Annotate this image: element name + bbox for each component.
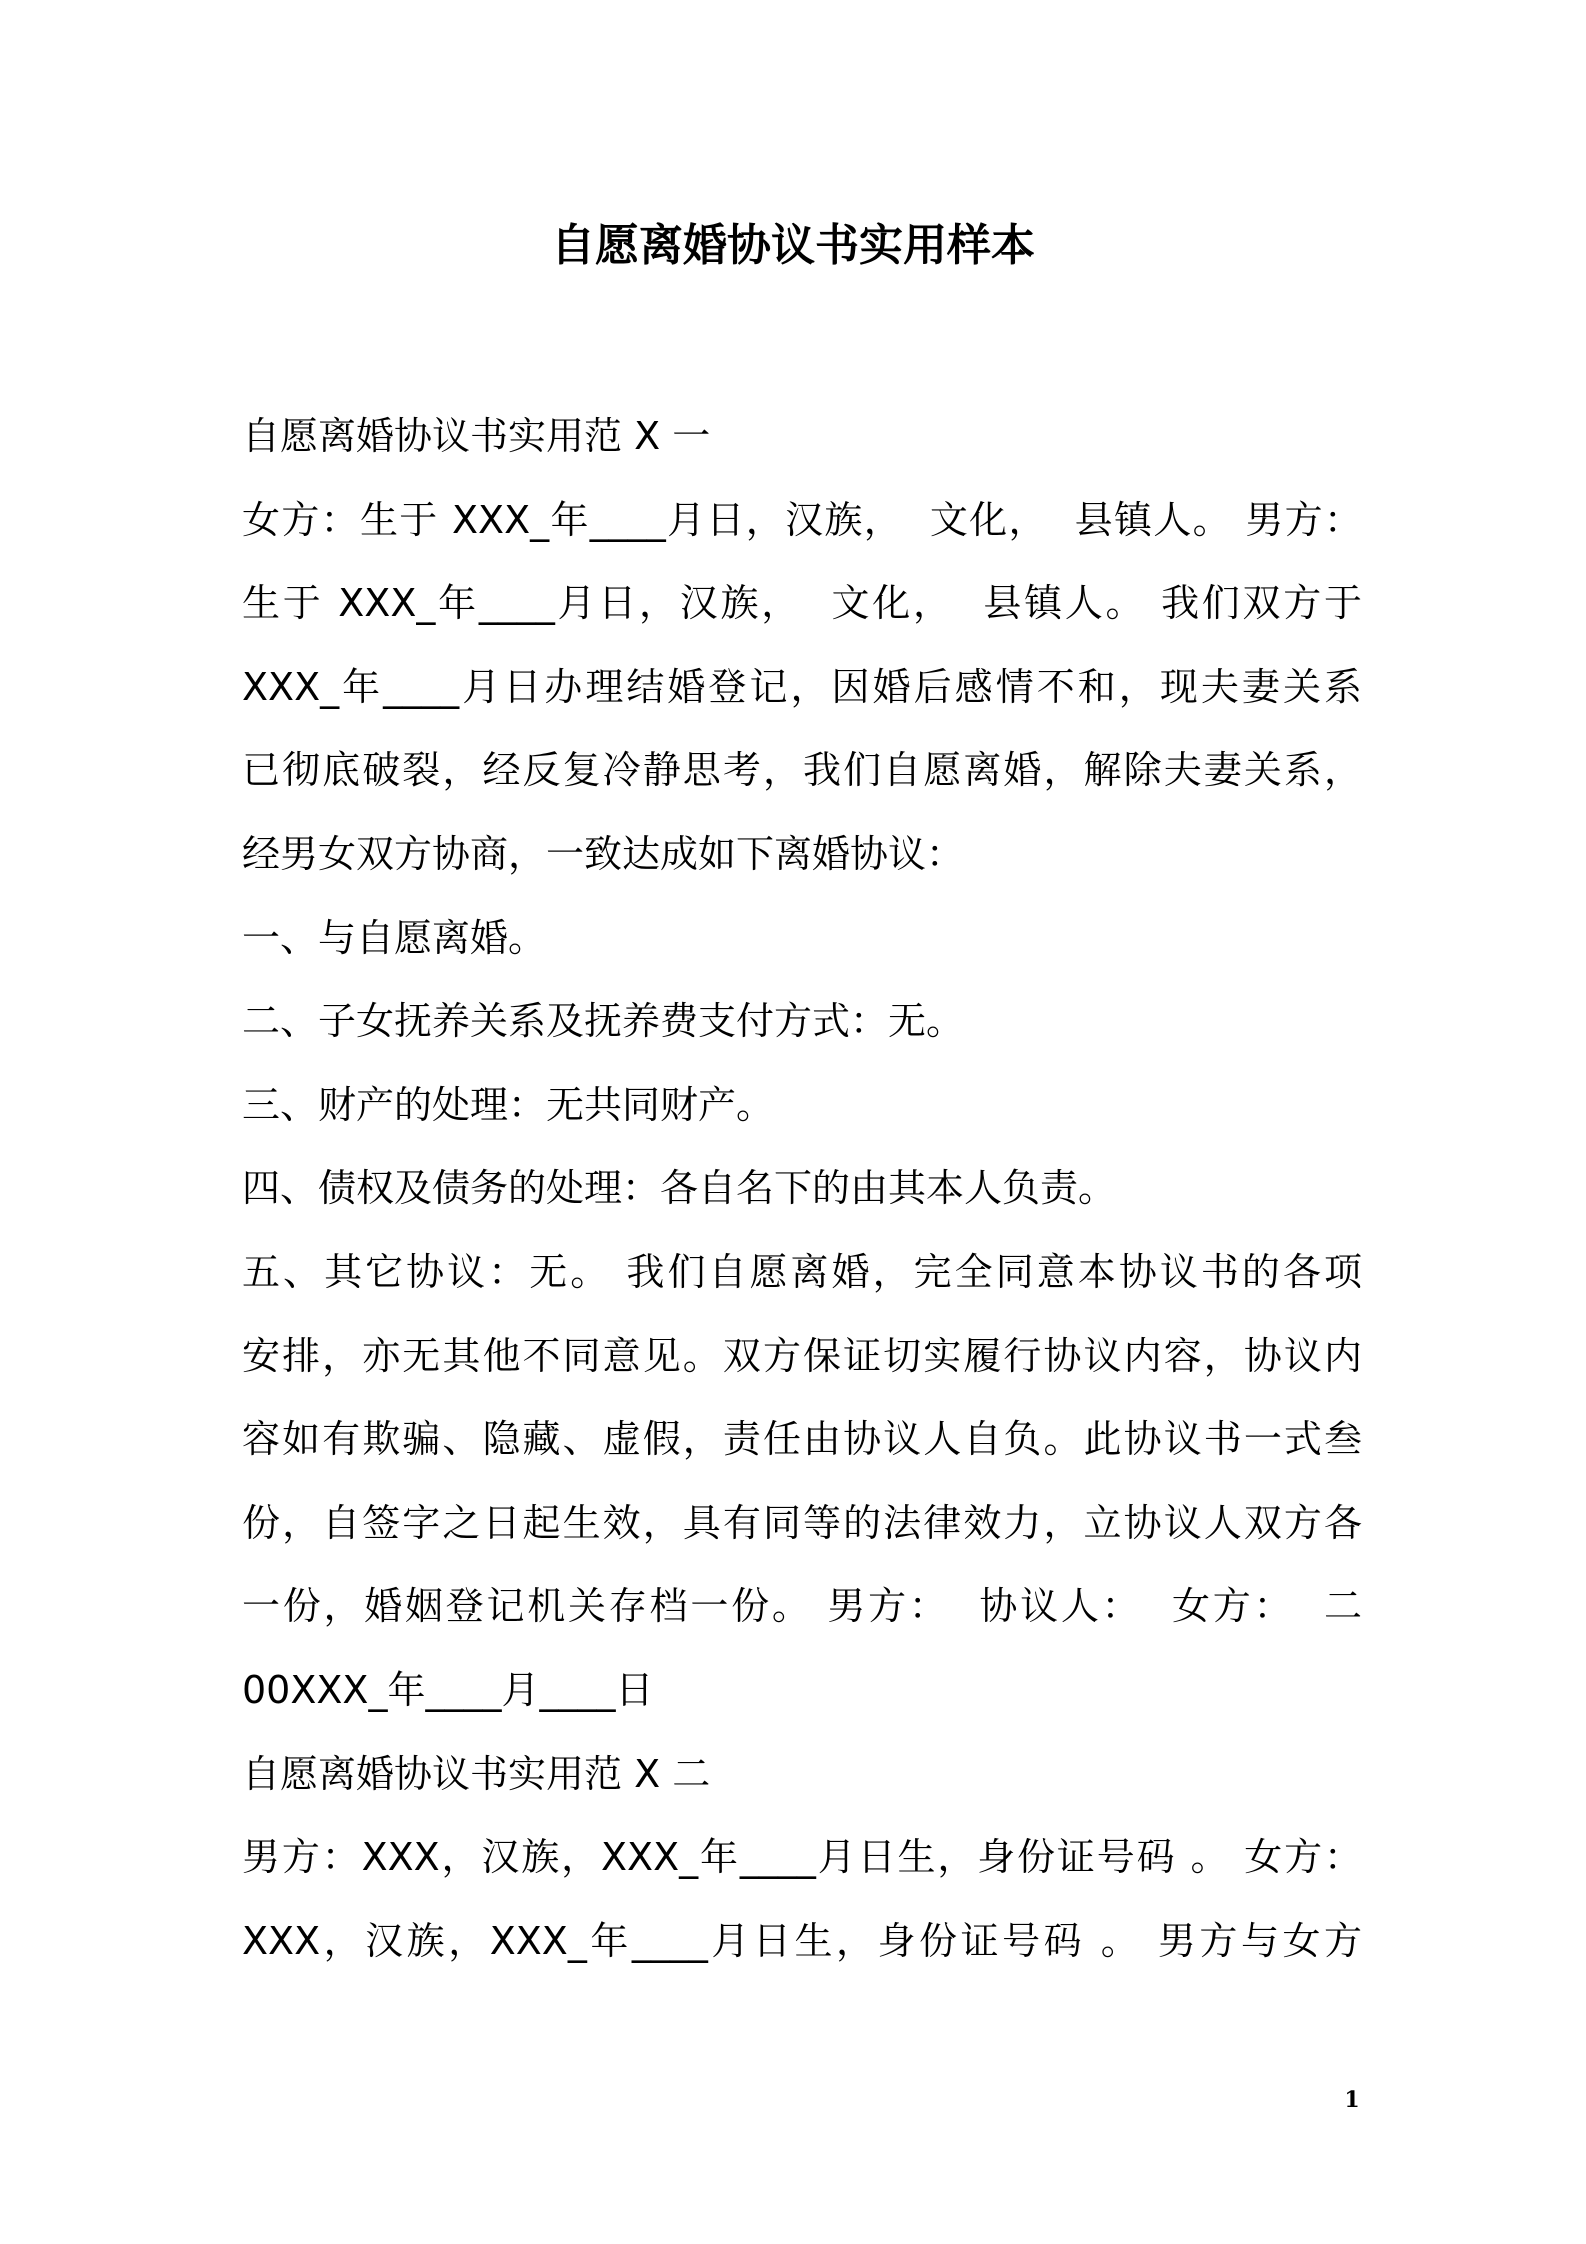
- paragraph-line: 份，自签字之日起生效，具有同等的法律效力，立协议人双方各: [242, 1500, 1362, 1545]
- paragraph-line: 容如有欺骗、隐藏、虚假，责任由协议人自负。此协议书一式叁: [242, 1417, 1362, 1462]
- document-body: [242, 395, 1362, 1983]
- clause-line: 三、财产的处理：无共同财产。: [242, 1082, 775, 1127]
- clause-line: 四、债权及债务的处理：各自名下的由其本人负责。: [242, 1166, 1117, 1211]
- paragraph-line: 男方：XXX，汉族，XXX_年____月日生，身份证号码 。 女方：: [242, 1835, 1362, 1880]
- section-heading-2: 自愿离婚协议书实用范 X 二: [242, 1751, 711, 1796]
- date-line: 00XXX_年____月____日: [242, 1667, 654, 1712]
- page-number: 1: [1344, 2087, 1360, 2113]
- clause-line: 二、子女抚养关系及抚养费支付方式：无。: [242, 999, 965, 1044]
- paragraph-line: 五、其它协议：无。 我们自愿离婚，完全同意本协议书的各项: [242, 1249, 1362, 1294]
- paragraph-line: 生于 XXX_年____月日，汉族， 文化， 县镇人。 我们双方于: [242, 581, 1362, 626]
- paragraph-line: 女方：生于 XXX_年____月日，汉族， 文化， 县镇人。 男方：: [242, 497, 1362, 542]
- clause-line: 一、与自愿离婚。: [242, 915, 547, 960]
- paragraph-line: XXX_年____月日办理结婚登记，因婚后感情不和，现夫妻关系: [242, 664, 1362, 709]
- paragraph-line: 安排，亦无其他不同意见。双方保证切实履行协议内容，协议内: [242, 1333, 1362, 1378]
- section-heading-1: 自愿离婚协议书实用范 X 一: [242, 414, 711, 458]
- paragraph-line: XXX，汉族，XXX_年____月日生，身份证号码 。 男方与女方: [242, 1918, 1362, 1963]
- paragraph-line: 一份，婚姻登记机关存档一份。 男方： 协议人： 女方： 二: [242, 1584, 1362, 1629]
- paragraph-line: 已彻底破裂，经反复冷静思考，我们自愿离婚，解除夫妻关系，: [242, 748, 1362, 793]
- paragraph-line: 经男女双方协商，一致达成如下离婚协议：: [242, 831, 965, 876]
- document-title: 自愿离婚协议书实用样本: [551, 220, 1035, 271]
